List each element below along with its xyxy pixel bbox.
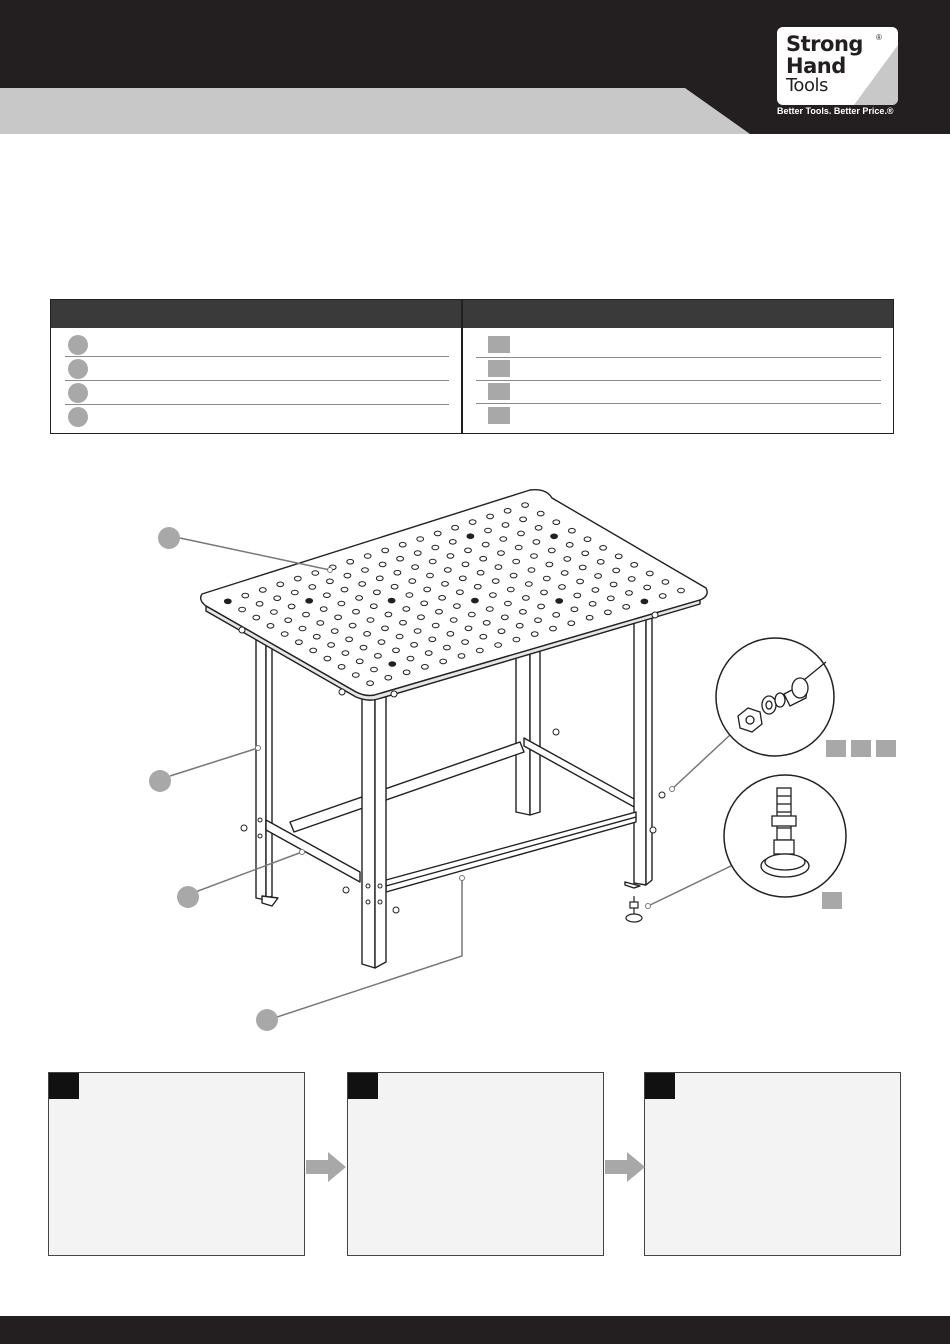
tabletop-hole — [281, 632, 288, 637]
tabletop-hole — [371, 667, 378, 672]
tabletop-hole — [515, 545, 522, 550]
tabletop-hole — [347, 559, 354, 564]
tabletop-hole — [425, 651, 432, 656]
tabletop-hole — [605, 610, 612, 615]
tabletop-hole — [312, 571, 319, 576]
step-box-3 — [644, 1072, 901, 1256]
tabletop-hole — [458, 654, 465, 659]
tabletop-hole — [476, 648, 483, 653]
tabletop-hole — [359, 582, 366, 587]
logo-word-tools: Tools — [786, 75, 828, 96]
part-marker-circle-1 — [68, 335, 88, 355]
step-box-2 — [347, 1072, 604, 1256]
tabletop-hole — [306, 599, 313, 604]
tabletop-hole — [382, 548, 389, 553]
tabletop-hole — [678, 588, 685, 593]
tabletop-hole — [288, 604, 295, 609]
tabletop-hole — [447, 632, 454, 637]
tabletop-hole — [659, 594, 666, 599]
tabletop-hole — [444, 645, 451, 650]
tabletop-hole — [364, 554, 371, 559]
tabletop-hole — [454, 604, 461, 609]
tabletop-hole — [440, 659, 447, 664]
bolt-set-detail — [716, 638, 834, 756]
tabletop-hole — [501, 615, 508, 620]
parts-row-divider — [476, 357, 881, 358]
tabletop-hole — [388, 598, 395, 603]
tabletop-hole — [360, 645, 367, 650]
tabletop-hole — [595, 574, 602, 579]
tabletop-hole — [472, 598, 479, 603]
step-number-badge-1 — [49, 1073, 79, 1099]
tabletop-hole — [551, 534, 558, 539]
tabletop-hole — [379, 562, 386, 567]
tabletop-hole — [626, 591, 633, 596]
tabletop-hole — [403, 607, 410, 612]
tabletop-hole — [338, 665, 345, 670]
tabletop-hole — [495, 565, 502, 570]
leveler-marker — [822, 892, 842, 909]
tabletop-hole — [393, 648, 400, 653]
tabletop-hole — [510, 573, 517, 578]
tabletop-hole — [344, 573, 351, 578]
tabletop-hole — [467, 534, 474, 539]
tabletop-hole — [342, 651, 349, 656]
tabletop-hole — [271, 610, 278, 615]
tabletop-hole — [400, 620, 407, 625]
logo-registered-mark: ® — [876, 33, 882, 42]
parts-row-divider — [65, 380, 449, 381]
tabletop-hole — [500, 537, 507, 542]
back-crossbar — [290, 738, 636, 832]
tabletop-hole — [531, 632, 538, 637]
part-marker-circle-4 — [68, 407, 88, 427]
tabletop-hole — [592, 588, 599, 593]
tabletop-hole — [259, 588, 266, 593]
tabletop-hole — [546, 562, 553, 567]
tabletop-hole — [242, 593, 249, 598]
tabletop-hole — [427, 573, 434, 578]
parts-table — [50, 299, 894, 434]
tabletop-hole — [662, 580, 669, 585]
tabletop-hole — [391, 584, 398, 589]
hardware-marker-square-2 — [488, 360, 510, 377]
parts-row-divider — [65, 356, 449, 357]
tabletop-hole — [516, 623, 523, 628]
tabletop-hole — [607, 596, 614, 601]
left-side-crossbar — [266, 820, 360, 882]
tabletop-hole — [412, 565, 419, 570]
tabletop-hole — [414, 629, 421, 634]
brand-logo — [777, 27, 898, 105]
tabletop-hole — [407, 656, 414, 661]
tabletop-hole — [550, 626, 557, 631]
tabletop-hole — [313, 634, 320, 639]
brand-tagline: Better Tools. Better Price.® — [777, 106, 894, 116]
tabletop-hole — [285, 618, 292, 623]
tabletop-hole — [615, 554, 622, 559]
tabletop-hole — [559, 585, 566, 590]
tabletop-hole — [328, 643, 335, 648]
parts-row-divider — [476, 403, 881, 404]
tabletop-hole — [513, 637, 520, 642]
step-number-badge-2 — [348, 1073, 378, 1099]
tabletop-hole — [535, 618, 542, 623]
front-center-leg — [362, 690, 386, 968]
tabletop-hole — [320, 607, 327, 612]
tabletop-hole — [487, 514, 494, 519]
table-assembly-diagram — [0, 470, 950, 1050]
tabletop-hole — [374, 590, 381, 595]
tabletop-hole — [375, 654, 382, 659]
tabletop-hole — [317, 621, 324, 626]
tabletop-hole — [424, 587, 431, 592]
tabletop-hole — [568, 621, 575, 626]
tabletop-hole — [480, 634, 487, 639]
tabletop-hole — [613, 568, 620, 573]
tabletop-hole — [394, 570, 401, 575]
tabletop-hole — [600, 546, 607, 551]
leveler-detail — [724, 775, 846, 897]
tabletop-hole — [324, 593, 331, 598]
tabletop-hole — [462, 640, 469, 645]
tabletop-hole — [310, 648, 317, 653]
tabletop-hole — [239, 607, 246, 612]
tabletop-hole — [641, 599, 648, 604]
tabletop-hole — [385, 612, 392, 617]
tabletop-hole — [523, 596, 530, 601]
tabletop-hole — [417, 537, 424, 542]
tabletop-hole — [429, 637, 436, 642]
tabletop-hole — [579, 565, 586, 570]
tabletop-hole — [346, 637, 353, 642]
tabletop-hole — [535, 526, 542, 531]
tabletop-hole — [385, 675, 392, 680]
tabletop-hole — [444, 568, 451, 573]
tabletop-hole — [495, 643, 502, 648]
tabletop-hole — [432, 545, 439, 550]
tabletop-hole — [531, 554, 538, 559]
tabletop-hole — [303, 612, 310, 617]
leveling-foot — [626, 896, 642, 922]
tabletop-hole — [498, 629, 505, 634]
tabletop-hole — [418, 615, 425, 620]
tabletop-hole — [610, 582, 617, 587]
part-marker-circle-2 — [68, 359, 88, 379]
tabletop-hole — [432, 623, 439, 628]
tabletop-hole — [341, 587, 348, 592]
tabletop-hole — [571, 607, 578, 612]
tabletop-hole — [291, 590, 298, 595]
tabletop-hole — [537, 511, 544, 516]
tabletop-hole — [504, 509, 511, 514]
tabletop-hole — [406, 593, 413, 598]
tabletop-hole — [569, 528, 576, 533]
parts-table-column-divider — [461, 300, 463, 433]
tabletop-hole — [414, 551, 421, 556]
parts-row-divider — [65, 404, 449, 405]
tabletop-hole — [589, 602, 596, 607]
tabletop-hole — [548, 548, 555, 553]
tabletop-hole — [561, 571, 568, 576]
tabletop-hole — [490, 593, 497, 598]
tabletop-hole — [480, 556, 487, 561]
tabletop-hole — [525, 582, 532, 587]
tabletop-hole — [331, 629, 338, 634]
parts-table-header — [51, 300, 893, 328]
tabletop-hole — [434, 531, 441, 536]
tabletop-hole — [468, 612, 475, 617]
tabletop-hole — [277, 582, 284, 587]
tabletop-hole — [505, 601, 512, 606]
tabletop-hole — [543, 576, 550, 581]
tabletop-hole — [294, 576, 301, 581]
tabletop-hole — [492, 579, 499, 584]
hardware-marker-square-3 — [488, 383, 510, 400]
back-left-leg — [516, 638, 540, 815]
tabletop-hole — [267, 624, 274, 629]
tabletop-hole — [256, 602, 263, 607]
tabletop-hole — [370, 604, 377, 609]
tabletop-hole — [338, 601, 345, 606]
step-arrow-icon — [306, 1152, 346, 1182]
tabletop-hole — [327, 579, 334, 584]
tabletop-hole — [296, 640, 303, 645]
part-marker-circle-3 — [68, 383, 88, 403]
tabletop-hole — [352, 673, 359, 678]
tabletop-hole — [439, 596, 446, 601]
tabletop-hole — [457, 590, 464, 595]
tabletop-hole — [566, 543, 573, 548]
tabletop-hole — [485, 528, 492, 533]
front-right-leg — [625, 610, 652, 888]
tabletop-hole — [631, 563, 638, 568]
parts-row-divider — [476, 380, 881, 381]
tabletop-hole — [541, 590, 548, 595]
tabletop-hole — [628, 577, 635, 582]
tabletop-hole — [533, 540, 540, 545]
tabletop-hole — [482, 542, 489, 547]
tabletop-hole — [409, 579, 416, 584]
logo-word-hand: Hand — [786, 54, 846, 78]
tabletop-hole — [553, 613, 560, 618]
hardware-marker-square-1 — [488, 336, 510, 353]
tabletop-hole — [224, 599, 231, 604]
tabletop-hole — [356, 659, 363, 664]
tabletop-hole — [644, 585, 651, 590]
tabletop-hole — [376, 576, 383, 581]
tabletop-hole — [421, 601, 428, 606]
tabletop-hole — [364, 632, 371, 637]
step-arrow-icon — [605, 1152, 645, 1182]
step-box-1 — [48, 1072, 305, 1256]
tabletop-hole — [253, 615, 260, 620]
tabletop-hole — [378, 640, 385, 645]
tabletop-hole — [362, 568, 369, 573]
tabletop-hole — [465, 626, 472, 631]
tabletop-hole — [436, 609, 443, 614]
tabletop-hole — [367, 618, 374, 623]
tabletop-hole — [553, 520, 560, 525]
tabletop-hole — [623, 605, 630, 610]
tabletop-hole — [299, 626, 306, 631]
tabletop-hole — [447, 554, 454, 559]
tabletop-hole — [324, 656, 331, 661]
tabletop-hole — [538, 604, 545, 609]
tabletop-hole — [452, 525, 459, 530]
tabletop-hole — [349, 623, 356, 628]
tabletop-hole — [477, 570, 484, 575]
tabletop-hole — [520, 517, 527, 522]
tabletop-hole — [403, 670, 410, 675]
tabletop-hole — [309, 585, 316, 590]
footer-band — [0, 1316, 950, 1344]
tabletop-hole — [584, 537, 591, 542]
tabletop-hole — [474, 584, 481, 589]
step-number-badge-3 — [645, 1073, 675, 1099]
tabletop-hole — [450, 618, 457, 623]
tabletop-hole — [646, 571, 653, 576]
tabletop-hole — [411, 643, 418, 648]
tabletop-hole — [356, 596, 363, 601]
tabletop-hole — [518, 531, 525, 536]
tabletop-hole — [274, 596, 281, 601]
tabletop-hole — [353, 609, 360, 614]
tabletop-hole — [367, 681, 374, 686]
tabletop-hole — [556, 599, 563, 604]
tabletop-hole — [389, 662, 396, 667]
tabletop-hole — [486, 607, 493, 612]
tabletop-hole — [564, 557, 571, 562]
tabletop-hole — [397, 556, 404, 561]
tabletop-hole — [483, 621, 490, 626]
hardware-marker-square-4 — [488, 407, 510, 424]
tabletop-hole — [586, 615, 593, 620]
tabletop-hole — [528, 568, 535, 573]
front-crossbar — [386, 812, 636, 892]
tabletop-hole — [574, 593, 581, 598]
tabletop-hole — [396, 634, 403, 639]
tabletop-hole — [577, 579, 584, 584]
tabletop-hole — [429, 559, 436, 564]
logo-word-strong: Strong — [786, 32, 863, 56]
tabletop-hole — [382, 626, 389, 631]
tabletop-hole — [459, 576, 466, 581]
tabletop-hole — [465, 548, 472, 553]
bolt-set-markers — [826, 740, 896, 757]
tabletop-hole — [449, 540, 456, 545]
header-accent-band — [0, 88, 760, 134]
tabletop-hole — [442, 582, 449, 587]
tabletop-hole — [522, 503, 529, 508]
tabletop-hole — [507, 587, 514, 592]
tabletop-hole — [335, 615, 342, 620]
tabletop-hole — [462, 562, 469, 567]
tabletop-hole — [582, 551, 589, 556]
tabletop-hole — [513, 559, 520, 564]
tabletop-hole — [520, 610, 527, 615]
tabletop-hole — [502, 523, 509, 528]
tabletop-hole — [422, 665, 429, 670]
tabletop-hole — [597, 560, 604, 565]
tabletop-hole — [469, 520, 476, 525]
tabletop-hole — [498, 551, 505, 556]
tabletop-hole — [399, 542, 406, 547]
